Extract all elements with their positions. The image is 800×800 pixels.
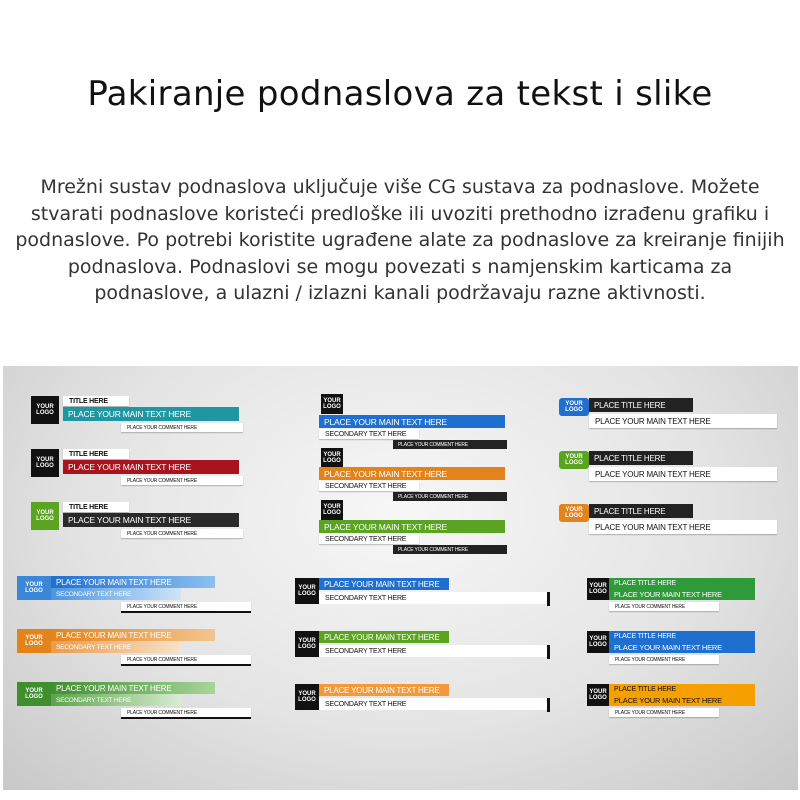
logo-placeholder: YOUR LOGO bbox=[17, 576, 51, 600]
secondary-bar: SECONDARY TEXT HERE bbox=[319, 698, 547, 710]
logo-placeholder: YOUR LOGO bbox=[587, 578, 609, 600]
main-text-bar: PLACE YOUR MAIN TEXT HERE bbox=[319, 520, 505, 533]
comment-bar: PLACE YOUR COMMENT HERE bbox=[121, 602, 251, 611]
logo-placeholder: YOUR LOGO bbox=[559, 504, 589, 522]
main-text-bar: PLACE YOUR MAIN TEXT HERE bbox=[609, 694, 755, 706]
title-bar: PLACE TITLE HERE bbox=[589, 398, 693, 412]
main-text-bar: PLACE YOUR MAIN TEXT HERE bbox=[319, 415, 505, 428]
comment-bar: PLACE YOUR COMMENT HERE bbox=[121, 476, 243, 485]
comment-bar: PLACE YOUR COMMENT HERE bbox=[609, 655, 719, 664]
secondary-bar: SECONDARY TEXT HERE bbox=[51, 694, 181, 706]
secondary-bar: SECONDARY TEXT HERE bbox=[319, 645, 547, 657]
logo-placeholder: YOUR LOGO bbox=[559, 398, 589, 416]
end-cap bbox=[547, 698, 550, 712]
logo-placeholder: YOUR LOGO bbox=[17, 682, 51, 706]
main-text-bar: PLACE YOUR MAIN TEXT HERE bbox=[319, 631, 449, 643]
comment-bar: PLACE YOUR COMMENT HERE bbox=[393, 492, 507, 501]
main-text-bar: PLACE YOUR MAIN TEXT HERE bbox=[609, 588, 755, 600]
title-bar: TITLE HERE bbox=[63, 396, 129, 406]
comment-bar: PLACE YOUR COMMENT HERE bbox=[393, 545, 507, 554]
logo-placeholder: YOUR LOGO bbox=[321, 500, 343, 520]
logo-placeholder: YOUR LOGO bbox=[31, 502, 59, 530]
logo-placeholder: YOUR LOGO bbox=[295, 684, 319, 710]
logo-placeholder: YOUR LOGO bbox=[321, 394, 343, 414]
main-text-bar: PLACE YOUR MAIN TEXT HERE bbox=[319, 684, 449, 696]
title-bar: PLACE TITLE HERE bbox=[609, 578, 755, 588]
underline-strip bbox=[121, 664, 251, 666]
secondary-bar: SECONDARY TEXT HERE bbox=[319, 481, 419, 491]
main-text-bar: PLACE YOUR MAIN TEXT HERE bbox=[589, 414, 777, 428]
logo-placeholder: YOUR LOGO bbox=[321, 448, 343, 468]
title-bar: PLACE TITLE HERE bbox=[589, 451, 693, 465]
logo-placeholder: YOUR LOGO bbox=[17, 629, 51, 653]
main-text-bar: PLACE YOUR MAIN TEXT HERE bbox=[63, 407, 239, 421]
main-text-bar: PLACE YOUR MAIN TEXT HERE bbox=[51, 629, 215, 641]
comment-bar: PLACE YOUR COMMENT HERE bbox=[609, 708, 719, 717]
title-bar: TITLE HERE bbox=[63, 449, 129, 459]
logo-placeholder: YOUR LOGO bbox=[587, 631, 609, 653]
main-text-bar: PLACE YOUR MAIN TEXT HERE bbox=[609, 641, 755, 653]
logo-placeholder: YOUR LOGO bbox=[559, 451, 589, 469]
title-bar: TITLE HERE bbox=[63, 502, 129, 512]
underline-strip bbox=[121, 717, 251, 719]
main-text-bar: PLACE YOUR MAIN TEXT HERE bbox=[63, 513, 239, 527]
page-title: Pakiranje podnaslova za tekst i slike bbox=[87, 74, 713, 114]
comment-bar: PLACE YOUR COMMENT HERE bbox=[121, 529, 243, 538]
main-text-bar: PLACE YOUR MAIN TEXT HERE bbox=[589, 467, 777, 481]
lower-thirds-preview-image bbox=[3, 366, 798, 790]
main-text-bar: PLACE YOUR MAIN TEXT HERE bbox=[51, 576, 215, 588]
secondary-bar: SECONDARY TEXT HERE bbox=[51, 588, 181, 600]
title-bar: PLACE TITLE HERE bbox=[589, 504, 693, 518]
comment-bar: PLACE YOUR COMMENT HERE bbox=[121, 423, 243, 432]
secondary-bar: SECONDARY TEXT HERE bbox=[319, 534, 419, 544]
secondary-bar: SECONDARY TEXT HERE bbox=[319, 429, 419, 439]
main-text-bar: PLACE YOUR MAIN TEXT HERE bbox=[51, 682, 215, 694]
comment-bar: PLACE YOUR COMMENT HERE bbox=[609, 602, 719, 611]
end-cap bbox=[547, 645, 550, 659]
comment-bar: PLACE YOUR COMMENT HERE bbox=[121, 655, 251, 664]
main-text-bar: PLACE YOUR MAIN TEXT HERE bbox=[319, 578, 449, 590]
logo-placeholder: YOUR LOGO bbox=[295, 631, 319, 657]
main-text-bar: PLACE YOUR MAIN TEXT HERE bbox=[319, 467, 505, 480]
title-bar: PLACE TITLE HERE bbox=[609, 684, 755, 694]
page-description: Mrežni sustav podnaslova uključuje više CG sustava za podnaslove. Možete stvarati podnaslove koristeći predloške ili uvoziti prethodno izrađenu grafiku i podnaslove. Po potrebi koristite ugrađene alate za podnaslove za kreiranje finijih podnaslova. Podnaslovi se mogu povezati s namjenskim karticama za podnaslove, a ulazni / izlazni kanali podržavaju razne aktivnosti. bbox=[15, 176, 785, 304]
main-text-bar: PLACE YOUR MAIN TEXT HERE bbox=[589, 520, 777, 534]
title-bar: PLACE TITLE HERE bbox=[609, 631, 755, 641]
comment-bar: PLACE YOUR COMMENT HERE bbox=[121, 708, 251, 717]
secondary-bar: SECONDARY TEXT HERE bbox=[51, 641, 181, 653]
logo-placeholder: YOUR LOGO bbox=[587, 684, 609, 706]
underline-strip bbox=[121, 611, 251, 613]
logo-placeholder: YOUR LOGO bbox=[295, 578, 319, 604]
logo-placeholder: YOUR LOGO bbox=[31, 449, 59, 477]
main-text-bar: PLACE YOUR MAIN TEXT HERE bbox=[63, 460, 239, 474]
logo-placeholder: YOUR LOGO bbox=[31, 396, 59, 424]
secondary-bar: SECONDARY TEXT HERE bbox=[319, 592, 547, 604]
comment-bar: PLACE YOUR COMMENT HERE bbox=[393, 440, 507, 449]
end-cap bbox=[547, 592, 550, 606]
